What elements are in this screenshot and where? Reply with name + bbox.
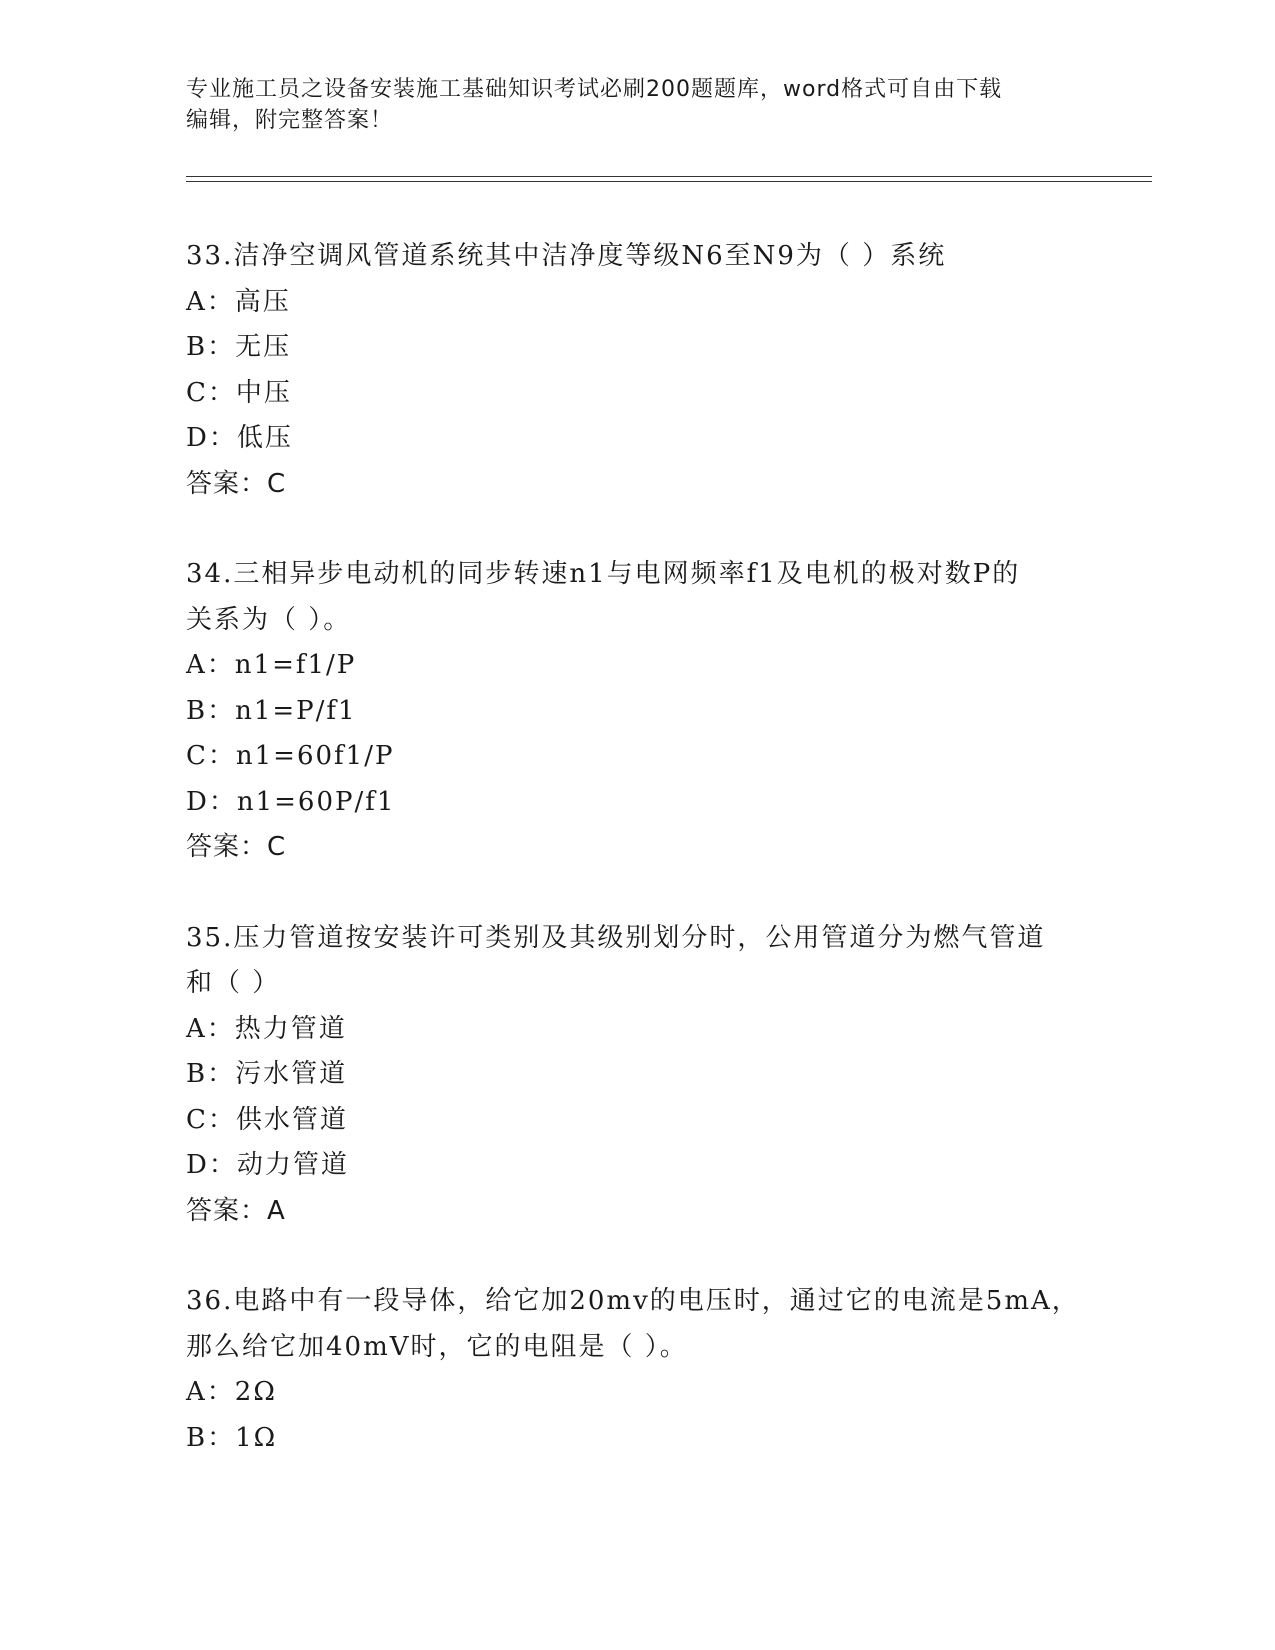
question-34 — [186, 552, 1086, 871]
option-b: B：1Ω — [186, 1422, 278, 1453]
option-a: A：热力管道 — [186, 1013, 347, 1044]
header-line-1: 专业施工员之设备安装施工基础知识考试必刷200题题库，word格式可自由下载 — [186, 77, 1003, 102]
answer-line: 答案：A — [186, 1195, 286, 1226]
question-stem-cont: 那么给它加40mV时，它的电阻是（ ）。 — [186, 1331, 688, 1362]
question-stem: 34.三相异步电动机的同步转速n1与电网频率f1及电机的极对数P的 — [186, 559, 1021, 589]
header-line-2: 编辑，附完整答案！ — [186, 108, 394, 133]
answer-line: 答案：C — [186, 468, 287, 499]
question-stem-cont: 关系为（ ）。 — [186, 604, 352, 635]
question-36 — [186, 1279, 1086, 1461]
option-c: C：中压 — [186, 377, 292, 408]
option-b: B：污水管道 — [186, 1059, 348, 1089]
question-stem-cont: 和（ ） — [186, 968, 281, 998]
option-d: D：n1=60P/f1 — [186, 786, 396, 817]
option-a: A：n1=f1/P — [186, 650, 357, 680]
question-list — [186, 234, 1086, 1461]
option-c: C：供水管道 — [186, 1104, 348, 1135]
header-divider-top — [186, 176, 1152, 177]
question-stem: 36.电路中有一段导体，给它加20mv的电压时，通过它的电流是5mA， — [186, 1286, 1080, 1316]
option-b: B：无压 — [186, 332, 292, 362]
question-stem: 35.压力管道按安装许可类别及其级别划分时，公用管道分为燃气管道 — [186, 922, 1046, 953]
option-a: A：2Ω — [186, 1377, 277, 1407]
document-header — [186, 74, 1066, 136]
option-b: B：n1=P/f1 — [186, 695, 357, 726]
option-a: A：高压 — [186, 286, 291, 317]
option-d: D：低压 — [186, 423, 293, 453]
question-33 — [186, 234, 1086, 507]
question-stem: 33.洁净空调风管道系统其中洁净度等级N6至N9为（ ）系统 — [186, 241, 947, 271]
option-c: C：n1=60f1/P — [186, 741, 395, 771]
answer-line: 答案：C — [186, 832, 287, 862]
option-d: D：动力管道 — [186, 1150, 349, 1180]
question-35 — [186, 916, 1086, 1235]
header-divider-bottom — [186, 181, 1152, 182]
